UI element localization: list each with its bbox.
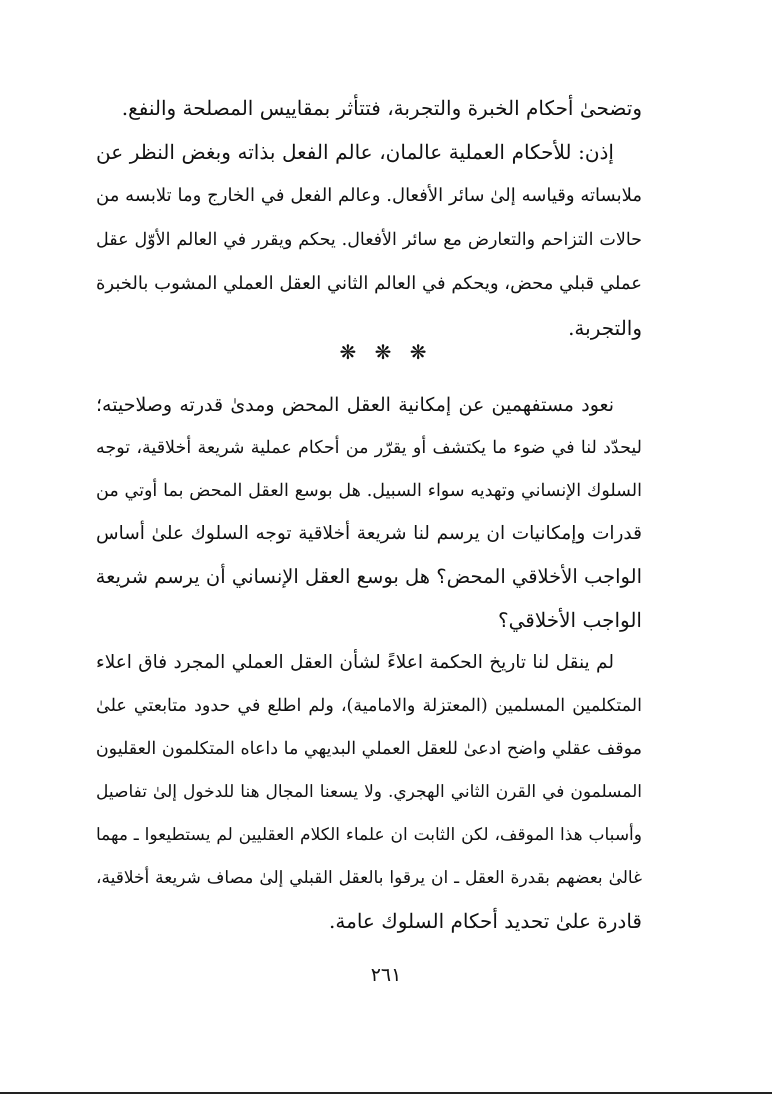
text-line-19: قادرة علىٰ تحديد أحكام السلوك عامة. xyxy=(329,909,642,933)
bottom-divider xyxy=(0,1092,772,1094)
section-separator: ❋ ❋ ❋ xyxy=(339,340,433,364)
text-line-3: ملابساته وقياسه إلىٰ سائر الأفعال. وعالم الفعل في الخارج وما تلابسه من xyxy=(96,185,642,206)
page-number: ٢٦١ xyxy=(370,964,402,986)
text-line-7: نعود مستفهمين عن إمكانية العقل المحض ومدىٰ قدرته وصلاحيته؛ xyxy=(96,394,614,416)
text-line-2: إذن: للأحكام العملية عالمان، عالم الفعل بذاته وبغض النظر عن xyxy=(96,140,614,164)
text-line-8: ليحدّد لنا في ضوء ما يكتشف أو يقرّر من أحكام عملية شريعة أخلاقية، توجه xyxy=(96,438,642,458)
text-line-4: حالات التزاحم والتعارض مع سائر الأفعال. يحكم ويقرر في العالم الأوّل عقل xyxy=(96,230,642,250)
text-line-17: وأسباب هذا الموقف، لكن الثابت ان علماء الكلام العقليين لم يستطيعوا ـ مهما xyxy=(96,825,642,845)
text-line-6: والتجربة. xyxy=(568,316,642,340)
text-line-11: الواجب الأخلاقي المحض؟ هل بوسع العقل الإنساني أن يرسم شريعة xyxy=(95,565,642,588)
text-line-18: غالىٰ بعضهم بقدرة العقل ـ ان يرقوا بالعقل القبلي إلىٰ مصاف شريعة أخلاقية، xyxy=(96,868,642,888)
text-line-9: السلوك الإنساني وتهديه سواء السبيل. هل بوسع العقل المحض بما أوتي من xyxy=(96,481,642,501)
text-line-1: وتضحىٰ أحكام الخبرة والتجربة، فتتأثر بمقاييس المصلحة والنفع. xyxy=(121,96,642,120)
text-line-16: المسلمون في القرن الثاني الهجري. ولا يسعنا المجال هنا للدخول إلىٰ تفاصيل xyxy=(96,782,642,802)
text-line-12: الواجب الأخلاقي؟ xyxy=(497,608,642,632)
text-line-5: عملي قبلي محض، ويحكم في العالم الثاني العقل العملي المشوب بالخبرة xyxy=(96,273,642,294)
text-line-10: قدرات وإمكانيات ان يرسم لنا شريعة أخلاقية توجه السلوك علىٰ أساس xyxy=(96,523,642,544)
text-line-14: المتكلمين المسلمين (المعتزلة والامامية)، ولم اطلع في حدود متابعتي علىٰ xyxy=(96,696,642,716)
text-line-15: موقف عقلي واضح ادعىٰ للعقل العملي البديهي ما داعاه المتكلمون العقليون xyxy=(95,739,642,759)
text-line-13: لم ينقل لنا تاريخ الحكمة اعلاءً لشأن العقل العملي المجرد فاق اعلاء xyxy=(96,652,614,673)
